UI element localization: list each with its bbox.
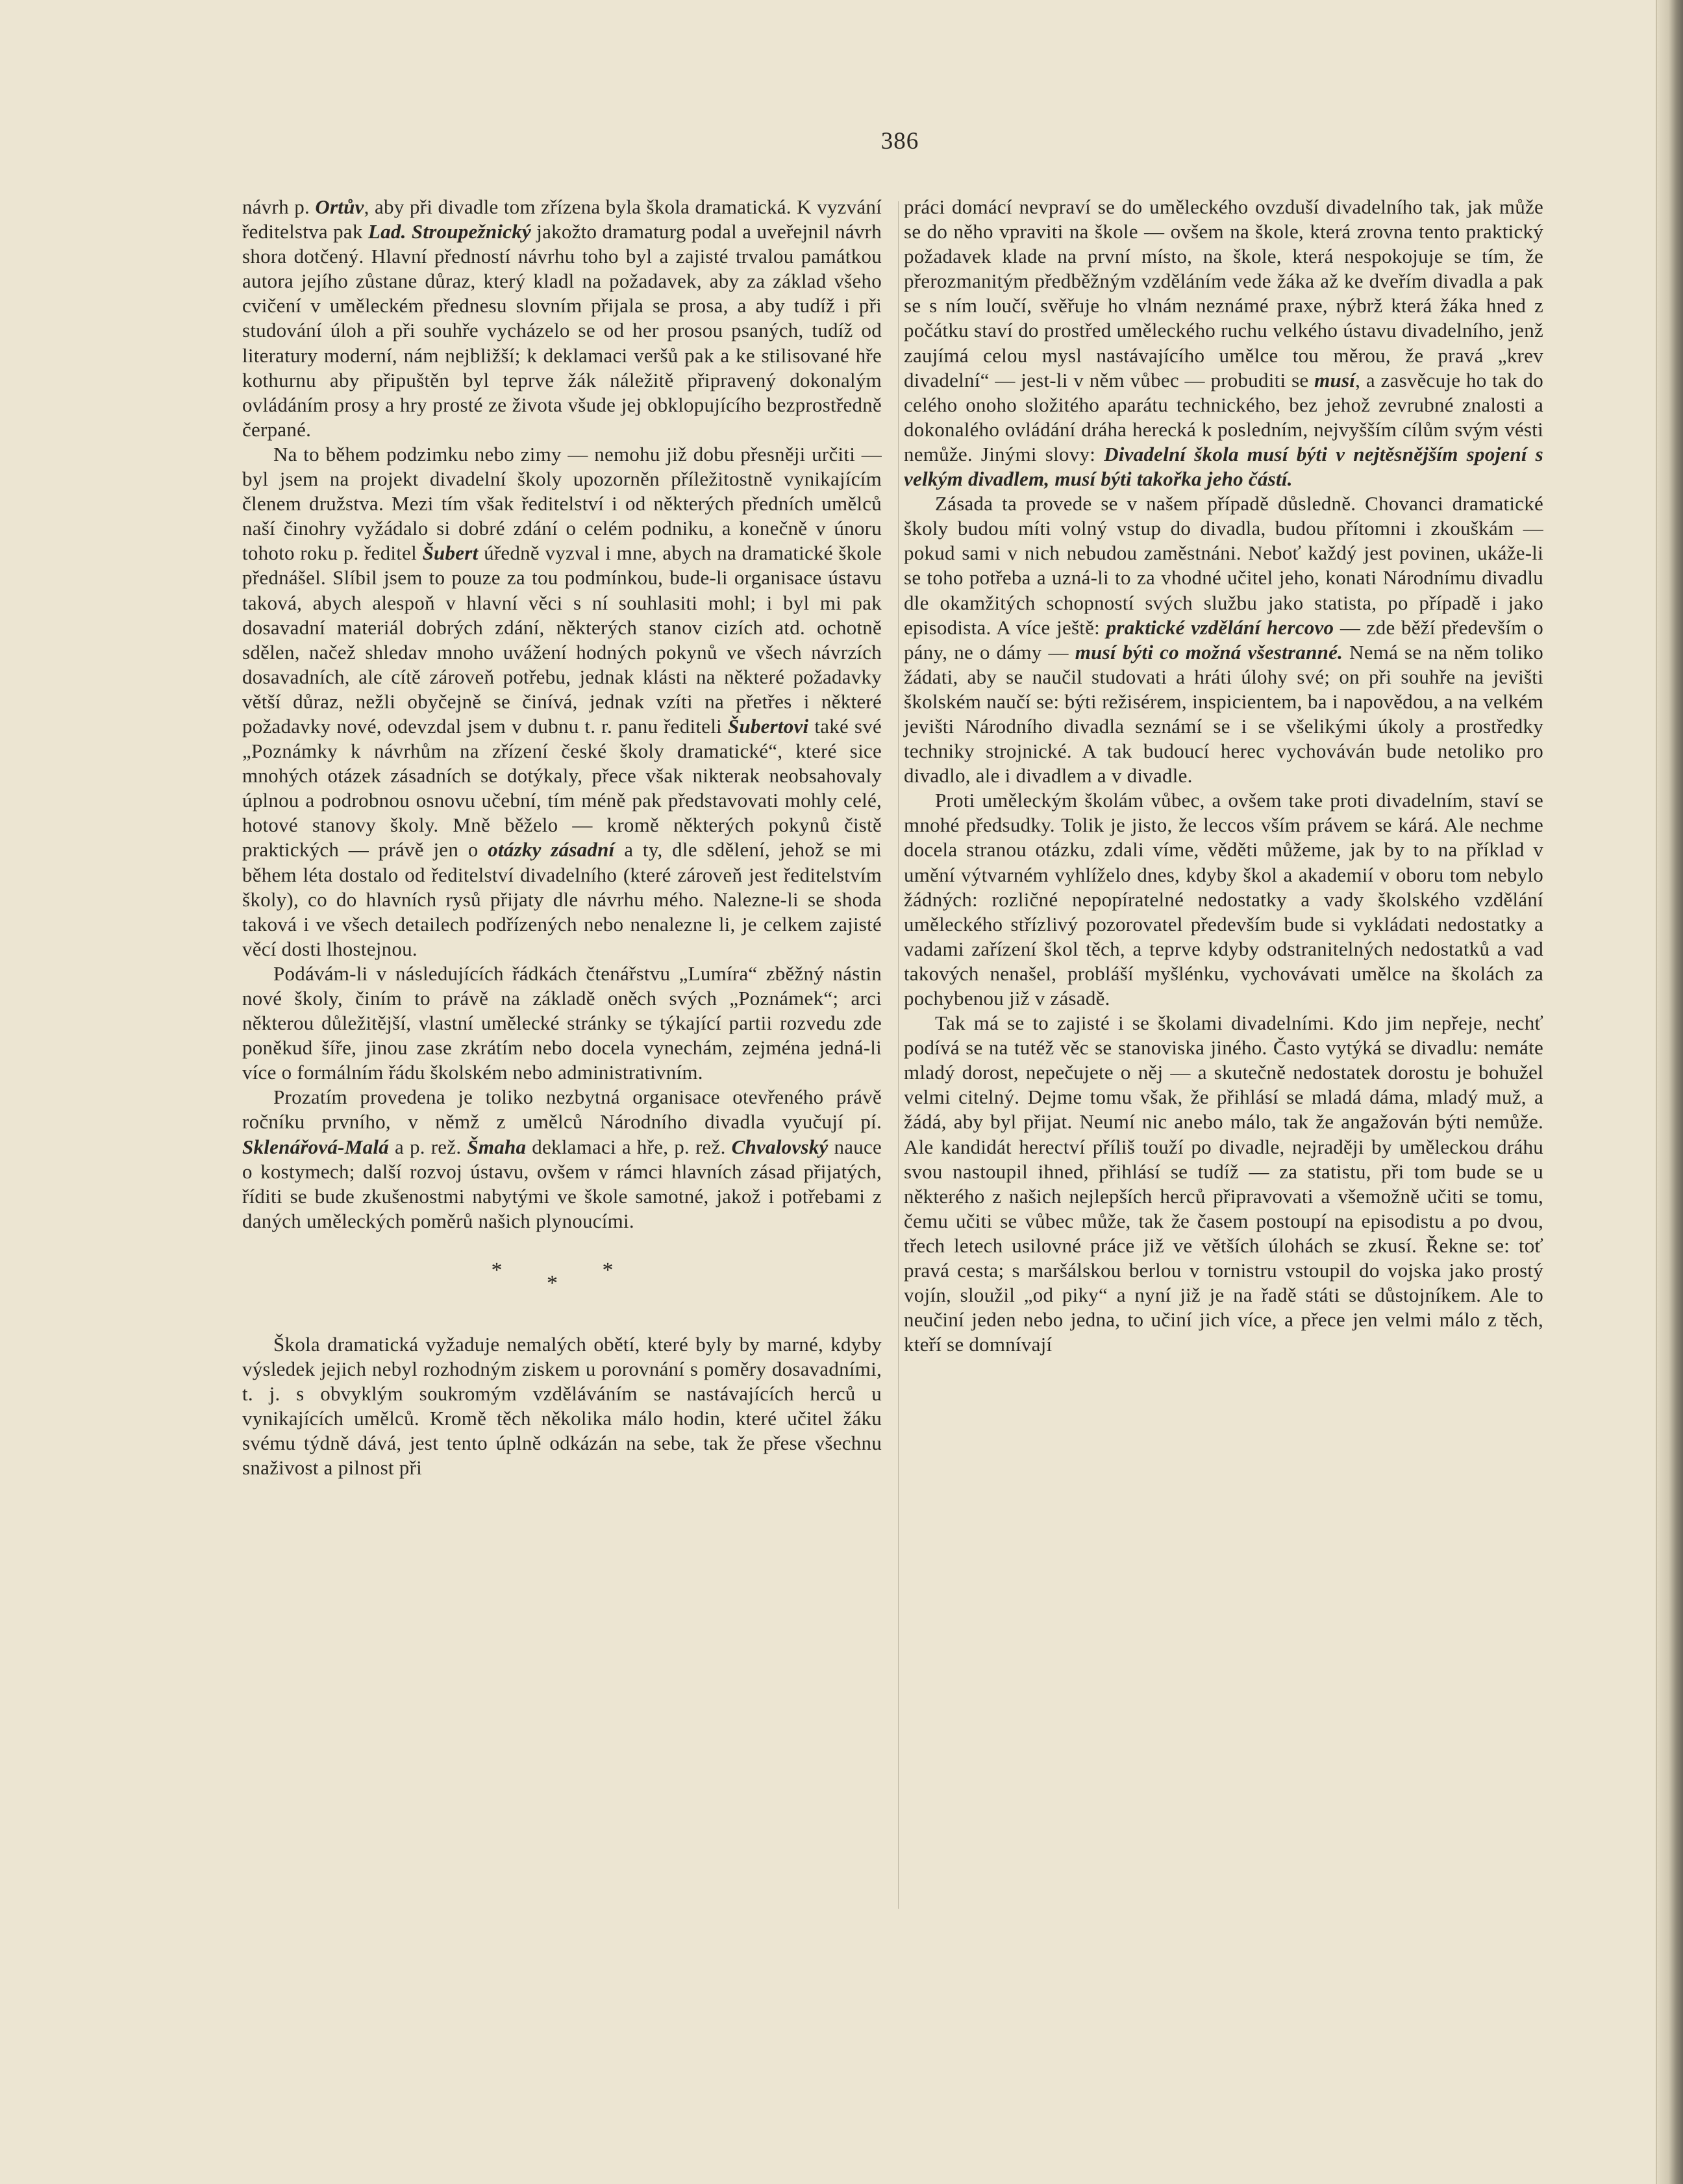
italic-emphasis: musí býti co možná všestranné. bbox=[1075, 640, 1343, 664]
asterisk: * bbox=[547, 1271, 577, 1295]
paragraph: návrh p. Ortův, aby při divadle tom zřízena byla škola dramatická. K vyzvání ředitelstva pak Lad. Stroupežnický jakožto dramaturg podal a uveřejnil návrh shora dotčený. Hlavní předností návrhu toho byl a zajisté trvalou památkou autora jejího zůstane důraz, který kladl na požadavek, aby za základ všeho cvičení v uměleckém přednesu slovním přijala se prosa, a aby tudíž i při studování úloh a při souhře vycházelo se od her prosou psaných, tudíž od literatury moderní, nám nejbližší; k deklamaci veršů pak a ke stilisované hře kothurnu aby připuštěn byl teprve žák náležitě připravený dokonalým ovládáním prosy a hry prosté ze života všude jej obklopujícího bezprostředně čerpané. bbox=[242, 195, 882, 441]
italic-emphasis: Šmaha bbox=[467, 1135, 527, 1158]
right-column bbox=[904, 195, 1543, 1357]
italic-emphasis: Šubert bbox=[422, 541, 479, 565]
page-number: 386 bbox=[880, 128, 919, 155]
page-edge-shadow bbox=[1657, 0, 1683, 2184]
italic-emphasis: Lad. Stroupežnický bbox=[368, 220, 531, 243]
paragraph: Na to během podzimku nebo zimy — nemohu již dobu přesněji určiti — byl jsem na projekt divadelní školy upozorněn příležitostně vynikajícím členem družstva. Mezi tím však ředitelství i od některých předních umělců naší činohry vyžádalo si dobré zdání o celém podniku, a konečně v únoru tohoto roku p. ředitel Šubert úředně vyzval i mne, abych na dramatické škole přednášel. Slíbil jsem to pouze za tou podmínkou, bude-li organisace ústavu taková, abych alespoň v hlavní věci s ní souhlasiti mohl; i byl mi pak dosavadní materiál dobrých zdání, některých stanov cizích atd. ochotně sdělen, načež shledav mnoho uvážení hodných pokynů ve všech návrzích dosavadních, ale cítě zároveň potřebu, jednak klásti na některé požadavky větší důraz, nežli obyčejně se činívá, jednak vzíti na přetřes i některé požadavky nové, odevzdal jsem v dubnu t. r. panu řediteli Šubertovi také své „Poznámky k návrhům na zřízení české školy dramatické“, které sice mnohých otázek zásadních se dotýkaly, přece však nikterak neobsahovaly úplnou a podrobnou osnovu učební, tím méně pak představovati mohly celé, hotové stanovy školy. Mně běželo — kromě některých pokynů čistě praktických — právě jen o otázky zásadní a ty, dle sdělení, jehož se mi během léta dostalo od ředitelství divadelního (které zároveň jest ředitelstvím školy), co do hlavních rysů přijaty dle návrhu mého. Nalezne-li se shoda taková i ve všech detailech podřízených nebo nenalezne li, je celkem zajisté věcí dosti lhostejnou. bbox=[242, 442, 882, 960]
paragraph: Proti uměleckým školám vůbec, a ovšem take proti divadelním, staví se mnohé předsudky. Tolik je jisto, že leccos vším právem se kárá. Ale nechme docela stranou otázku, zdali víme, věděti můžeme, jak by to na příklad v umění výtvarném vyhlíželo dnes, kdyby škol a akademií v oboru tom nebylo žádných: rozličné nepopíratelné nedostatky a vady školského vzdělání uměleckého střízlivý pozorovatel především bude si vykládati nedostatky a vadami zařízení škol těch, a teprve kdyby odstranitelných nedostatků a vad takových nenašel, probláší myšlénku, vychovávati umělce na školách za pochybenou již v zásadě. bbox=[904, 789, 1543, 1010]
italic-emphasis: Chvalovský bbox=[731, 1135, 829, 1158]
left-column bbox=[242, 195, 882, 1481]
asterisk: * bbox=[491, 1258, 522, 1282]
italic-emphasis: musí bbox=[1314, 368, 1356, 391]
section-separator bbox=[242, 1258, 882, 1308]
italic-emphasis: Ortův bbox=[315, 195, 364, 218]
column-divider bbox=[898, 201, 899, 1909]
paragraph: Zásada ta provede se v našem případě důsledně. Chovanci dramatické školy budou míti volný vstup do divadla, budou přítomni i zkouškám — pokud sami v nich nebudou zaměstnáni. Neboť každý jest povinen, ukáže-li se toho potřeba a uzná-li to za vhodné učitel jeho, konati Národnímu divadlu dle okamžitých schopností svých službu jako statista, po případě i jako episodista. A více ještě: praktické vzdělání hercovo — zde běží především o pány, ne o dámy — musí býti co možná všestranné. Nemá se na něm toliko žádati, aby se naučil studovati a hráti úlohy své; on při souhře na jevišti školském naučí se: býti režisérem, inspicientem, ba i napovědou, a na velkém jevišti Národního divadla seznámí se i se všelikými úkoly a prostředky techniky strojnické. A tak budoucí herec vychováván bude netoliko pro divadlo, ale i divadlem a v divadle. bbox=[904, 492, 1543, 788]
paragraph: Podávám-li v následujících řádkách čtenářstvu „Lumíra“ zběžný nástin nové školy, činím to právě na základě oněch svých „Poznámek“; arci některou důležitější, vlastní umělecké stránky se týkající partii rozvedu zde poněkud šíře, jinou zase zkrátím nebo docela vynechám, zejména jedná-li více o formálním řádu školském nebo administrativním. bbox=[242, 962, 882, 1084]
asterisk: * bbox=[602, 1258, 633, 1282]
italic-emphasis: praktické vzdělání hercovo bbox=[1106, 615, 1334, 639]
paragraph: Škola dramatická vyžaduje nemalých obětí, které byly by marné, kdyby výsledek jejich nebyl rozhodným ziskem u porovnání s poměry dosavadními, t. j. s obvyklým soukromým vzděláváním se nastávajících herců u vynikajících umělců. Kromě těch několika málo hodin, které učitel žáku svému týdně dává, jest tento úplně odkázán na sebe, tak že přese všechnu snaživost a pilnost při bbox=[242, 1332, 882, 1480]
paragraph: Tak má se to zajisté i se školami divadelními. Kdo jim nepřeje, nechť podívá se na tutéž věc se stanoviska jiného. Často vytýká se divadlu: nemáte mladý dorost, nepečujete o něj — a skutečně nedostatek dorostu je bohužel velmi citelný. Dejme tomu však, že přihlásí se mladá dáma, mladý muž, a žádá, aby byl přijat. Neumí nic anebo málo, tak že angažován býti nemůže. Ale kandidát herectví příliš touží po divadle, nejraději by uměleckou dráhu svou nastoupil ihned, přihlásí se tudíž — za statistu, při tom bude se u některého z našich nejlepších herců připravovati a všemožně učiti se tomu, čemu učiti se vůbec může, tak že časem postoupí na episodistu a po dvou, třech letech usilovné práce již ve větších úlohách se zkusí. Řekne se: toť pravá cesta; s maršálskou berlou v tornistru vstoupil do vojska jako prostý vojín, sloužil „od piky“ a nyní již je na řadě státi se důstojníkem. Ale to neučiní jeden nebo jedna, to učiní jich více, a přece jen velmi málo z těch, kteří se domnívají bbox=[904, 1011, 1543, 1356]
italic-emphasis: otázky zásadní bbox=[488, 838, 615, 862]
paragraph: Prozatím provedena je toliko nezbytná organisace otevřeného právě ročníku prvního, v němž z umělců Národního divadla vyučují pí. Sklenářová-Malá a p. rež. Šmaha deklamaci a hře, p. rež. Chvalovský nauce o kostymech; další rozvoj ústavu, ovšem v rámci hlavních zásad přijatých, říditi se bude zkušenostmi nabytými ve škole samotné, jakož i potřebami z daných uměleckých poměrů našich plynoucími. bbox=[242, 1086, 882, 1232]
italic-emphasis: Šubertovi bbox=[727, 714, 809, 738]
paragraph: práci domácí nevpraví se do uměleckého ovzduší divadelního tak, jak může se do něho vpraviti na škole — ovšem na škole, která zrovna tento praktický požadavek klade na první místo, na škole, která nespokojuje se tím, že přerozmanitým předběžným vzděláním vede žáka až ke dveřím divadla a pak se s ním loučí, svěřuje ho vlnám neznámé praxe, nýbrž která žáka hned z počátku staví do prostřed uměleckého ruchu velkého ústavu divadelního, jenž zaujímá celou mysl nastávajícího umělce tou měrou, že pravá „krev divadelní“ — jest-li v něm vůbec — probuditi se musí, a zasvěcuje ho tak do celého onoho složitého aparátu technického, bez jehož zevrubné znalosti a dokonalého ovládání dráha herecká k posledním, nejvyšším cílům svým vésti nemůže. Jinými slovy: Divadelní škola musí býti v nejtěsnějším spojení s velkým divadlem, musí býti takořka jeho částí. bbox=[904, 195, 1543, 491]
italic-emphasis: Divadelní škola musí býti v nejtěsnějším spojení s velkým divadlem, musí býti takořka jeho částí. bbox=[904, 442, 1543, 491]
italic-emphasis: Sklenářová-Malá bbox=[242, 1135, 389, 1158]
